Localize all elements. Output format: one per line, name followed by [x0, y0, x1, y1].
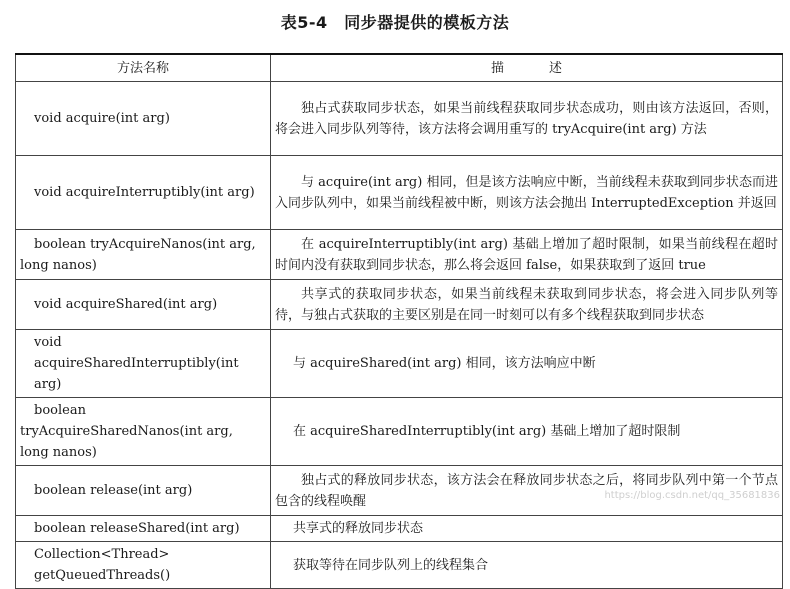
method-description-cell: 独占式的释放同步状态，该方法会在释放同步状态之后，将同步队列中第一个节点包含的线程唤醒 — [271, 466, 783, 516]
header-description: 描 述 — [271, 54, 783, 82]
method-description-cell: 独占式获取同步状态，如果当前线程获取同步状态成功，则由该方法返回，否则，将会进入同步队列等待，该方法将会调用重写的 tryAcquire(int arg) 方法 — [271, 82, 783, 156]
table-row — [16, 516, 783, 542]
watermark: https://blog.csdn.net/qq_35681836 — [604, 490, 780, 501]
method-description-cell: 与 acquireShared(int arg) 相同，该方法响应中断 — [271, 330, 783, 398]
table-row — [16, 542, 783, 589]
table-caption: 表5-4 同步器提供的模板方法 — [280, 13, 510, 32]
method-description-cell: 在 acquireSharedInterruptibly(int arg) 基础上增加了超时限制 — [271, 398, 783, 466]
method-name-cell: void acquireSharedInterruptibly(int arg) — [16, 330, 271, 398]
table-row — [16, 230, 783, 280]
method-name-cell: boolean releaseShared(int arg) — [16, 516, 271, 542]
table-row — [16, 280, 783, 330]
method-description-cell: 共享式的释放同步状态 — [271, 516, 783, 542]
template-methods-table — [15, 53, 783, 589]
table-row — [16, 398, 783, 466]
method-name-cell: boolean tryAcquireNanos(int arg, long nanos) — [16, 230, 271, 280]
table-row — [16, 156, 783, 230]
method-description-cell: 获取等待在同步队列上的线程集合 — [271, 542, 783, 589]
method-name-cell: boolean release(int arg) — [16, 466, 271, 516]
method-description-cell: 与 acquire(int arg) 相同，但是该方法响应中断，当前线程未获取到同步状态而进入同步队列中，如果当前线程被中断，则该方法会抛出 InterruptedException 并返回 — [271, 156, 783, 230]
header-method-name: 方法名称 — [16, 54, 271, 82]
table-row — [16, 330, 783, 398]
table-row — [16, 82, 783, 156]
method-name-cell: boolean tryAcquireSharedNanos(int arg, long nanos) — [16, 398, 271, 466]
method-description-cell: 在 acquireInterruptibly(int arg) 基础上增加了超时限制，如果当前线程在超时时间内没有获取到同步状态，那么将会返回 false，如果获取到了返回 true — [271, 230, 783, 280]
method-description-cell: 共享式的获取同步状态，如果当前线程未获取到同步状态，将会进入同步队列等待，与独占式获取的主要区别是在同一时刻可以有多个线程获取到同步状态 — [271, 280, 783, 330]
table-header-row — [16, 54, 783, 82]
method-name-cell: void acquireInterruptibly(int arg) — [16, 156, 271, 230]
method-name-cell: void acquire(int arg) — [16, 82, 271, 156]
method-name-cell: void acquireShared(int arg) — [16, 280, 271, 330]
method-name-cell: Collection<Thread> getQueuedThreads() — [16, 542, 271, 589]
